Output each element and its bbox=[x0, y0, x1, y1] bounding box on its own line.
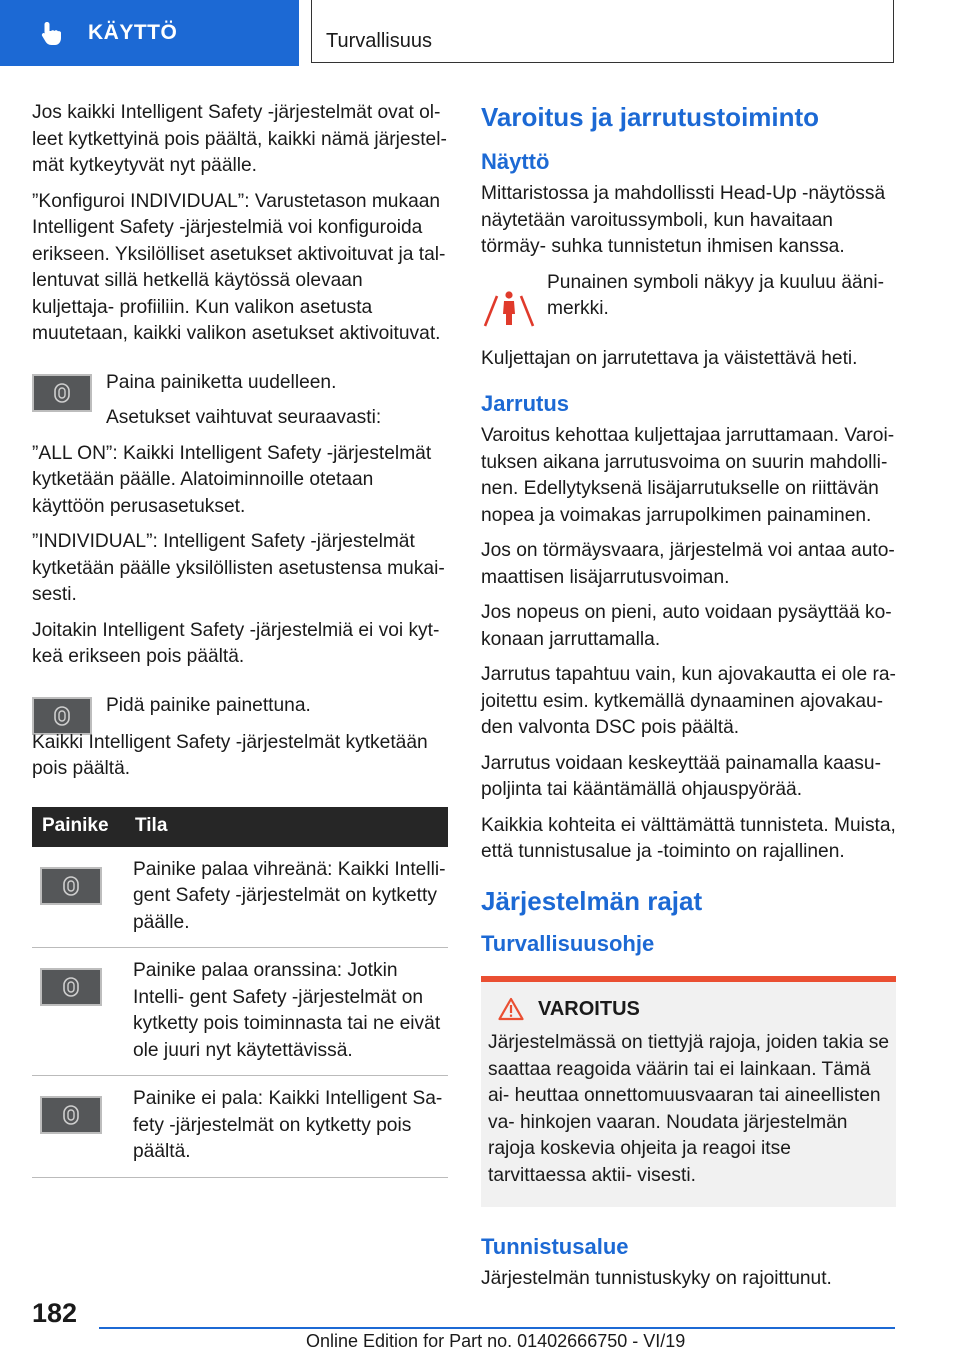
button-instruction bbox=[32, 370, 448, 441]
paragraph: Jarrutus tapahtuu vain, kun ajovakautta ei ole ra- joitettu esim. kytkemällä dynaaminen ajovakau- den valvonta DSC pois päältä. bbox=[481, 664, 896, 738]
paragraph: Varoitus kehottaa kuljettajaa jarruttamaan. Varoi- tuksen aikana jarrutusvoima on suurin mahdolli- nen. Edellytyksenä lisäjarrutukselle on riittävän nopea ja voimakas jarrupolkimen painaminen. bbox=[481, 425, 895, 526]
paragraph: Jos kaikki Intelligent Safety -järjestelmät ovat ol- leet kytkettyinä pois päältä, kaikki nämä järjestel- mät kytkeytyvät nyt päälle. bbox=[32, 102, 447, 176]
section-tab[interactable] bbox=[311, 0, 894, 63]
table-cell: Painike palaa oranssina: Jotkin Intelli- gent Safety -järjestelmät on kytketty pois toiminnasta tai ne eivät ole juuri nyt käytettävissä. bbox=[133, 948, 448, 1076]
footer-divider bbox=[99, 1327, 895, 1329]
intelligent-safety-button-image bbox=[32, 697, 92, 735]
chapter-tab-label: KÄYTTÖ bbox=[88, 21, 178, 44]
paragraph: Jos nopeus on pieni, auto voidaan pysäyttää ko- konaan jarruttamalla. bbox=[481, 602, 892, 650]
paragraph: ”ALL ON”: Kaikki Intelligent Safety -järjestelmät kytketään päälle. Alatoiminnoille otetaan käyttöön perusasetukset. bbox=[32, 442, 432, 517]
intelligent-safety-button-image bbox=[32, 374, 92, 412]
page-header bbox=[0, 0, 960, 66]
intelligent-safety-button-image bbox=[40, 968, 102, 1006]
paragraph: Kaikki Intelligent Safety -järjestelmät kytketään pois päältä. bbox=[32, 731, 428, 779]
paragraph: Kuljettajan on jarrutettava ja väistettävä heti. bbox=[481, 347, 858, 369]
edition-footer: Online Edition for Part no. 01402666750 - VI/19 bbox=[306, 1331, 686, 1351]
instruction-text: Paina painiketta uudelleen. bbox=[106, 371, 337, 393]
subsection-heading: Turvallisuusohje bbox=[481, 930, 655, 956]
warning-text: Järjestelmässä on tiettyjä rajoja, joiden takia se saattaa reagoida väärin tai ei lainkaan. Tämä ai- heuttaa onnettomuusvaaran tai aineellisten va- hinkojen vaaran. Noudata järjestelmän rajoja koskevia ohjeita ja reagoi itse tarvittaessa aktii- visesti. bbox=[488, 1032, 890, 1186]
subsection-heading: Tunnistusalue bbox=[481, 1234, 629, 1259]
intelligent-safety-button-image bbox=[40, 1096, 102, 1134]
warning-title: VAROITUS bbox=[538, 997, 640, 1020]
table-header: Tila bbox=[133, 807, 448, 847]
paragraph: ”INDIVIDUAL”: Intelligent Safety -järjestelmät kytketään päälle yksilöllisten asetustensa mukai- sesti. bbox=[32, 531, 445, 605]
paragraph: Järjestelmän tunnistuskyky on rajoittunut. bbox=[481, 1268, 832, 1289]
instruction-text: Pidä painike painettuna. bbox=[106, 694, 311, 716]
intelligent-safety-icon bbox=[61, 874, 81, 898]
section-heading: Järjestelmän rajat bbox=[481, 885, 703, 916]
table-header: Painike bbox=[32, 807, 133, 847]
right-column bbox=[481, 100, 896, 1302]
paragraph: Jos on törmäysvaara, järjestelmä voi antaa auto- maattisen lisäjarrutusvoiman. bbox=[481, 540, 895, 588]
table-cell: Painike ei pala: Kaikki Intelligent Sa- fety -järjestelmät on kytketty pois päältä. bbox=[133, 1076, 448, 1178]
symbol-row bbox=[481, 270, 896, 332]
warning-box bbox=[481, 976, 896, 1208]
button-state-table bbox=[32, 807, 448, 1178]
warning-triangle-icon bbox=[498, 997, 524, 1021]
paragraph: Joitakin Intelligent Safety -järjestelmiä ei voi kyt- keä erikseen pois päältä. bbox=[32, 619, 440, 667]
section-title: Turvallisuus bbox=[326, 30, 432, 52]
paragraph: Asetukset vaihtuvat seuraavasti: bbox=[106, 407, 382, 428]
table-row bbox=[32, 1076, 448, 1178]
paragraph: Mittaristossa ja mahdollissti Head-Up -näytössä näytetään varoitussymboli, kun havaitaan törmäy- suhka tunnistetun ihmisen kanssa. bbox=[481, 183, 886, 257]
intelligent-safety-icon bbox=[52, 381, 72, 405]
pedestrian-warning-icon bbox=[481, 284, 537, 332]
page-number: 182 bbox=[32, 1298, 78, 1328]
subsection-heading: Näyttö bbox=[481, 149, 550, 174]
chapter-tab[interactable] bbox=[0, 0, 299, 66]
paragraph: ”Konfiguroi INDIVIDUAL”: Varustetason mukaan Intelligent Safety -järjestelmiä voi konfiguroida erikseen. Yksilölliset asetukset aktivoituvat ja tal- lentuvat sillä hetkellä käytössä olevaan kuljettaja- profiiliin. Kun valikon asetusta muutetaan, kaikki valikon asetukset aktivoituvat. bbox=[32, 190, 446, 344]
paragraph: Kaikkia kohteita ei välttämättä tunnisteta. Muista, että tunnistusalue ja -toiminto on rajallinen. bbox=[481, 814, 896, 862]
left-column bbox=[32, 100, 448, 1178]
table-row bbox=[32, 847, 448, 948]
paragraph: Jarrutus voidaan keskeyttää painamalla kaasu- poljinta tai kääntämällä ohjauspyörää. bbox=[481, 752, 881, 800]
symbol-description: Punainen symboli näkyy ja kuuluu ääni- merkki. bbox=[547, 271, 885, 319]
button-instruction bbox=[32, 693, 448, 735]
table-row bbox=[32, 948, 448, 1076]
intelligent-safety-icon bbox=[52, 704, 72, 728]
intelligent-safety-icon bbox=[61, 1103, 81, 1127]
intelligent-safety-icon bbox=[61, 975, 81, 999]
subsection-heading: Jarrutus bbox=[481, 391, 570, 416]
section-heading: Varoitus ja jarrutustoiminto bbox=[481, 102, 820, 132]
intelligent-safety-button-image bbox=[40, 867, 102, 905]
hand-pointer-icon bbox=[38, 19, 66, 47]
table-cell: Painike palaa vihreänä: Kaikki Intelli- gent Safety -järjestelmät on kytketty päälle. bbox=[133, 847, 448, 948]
